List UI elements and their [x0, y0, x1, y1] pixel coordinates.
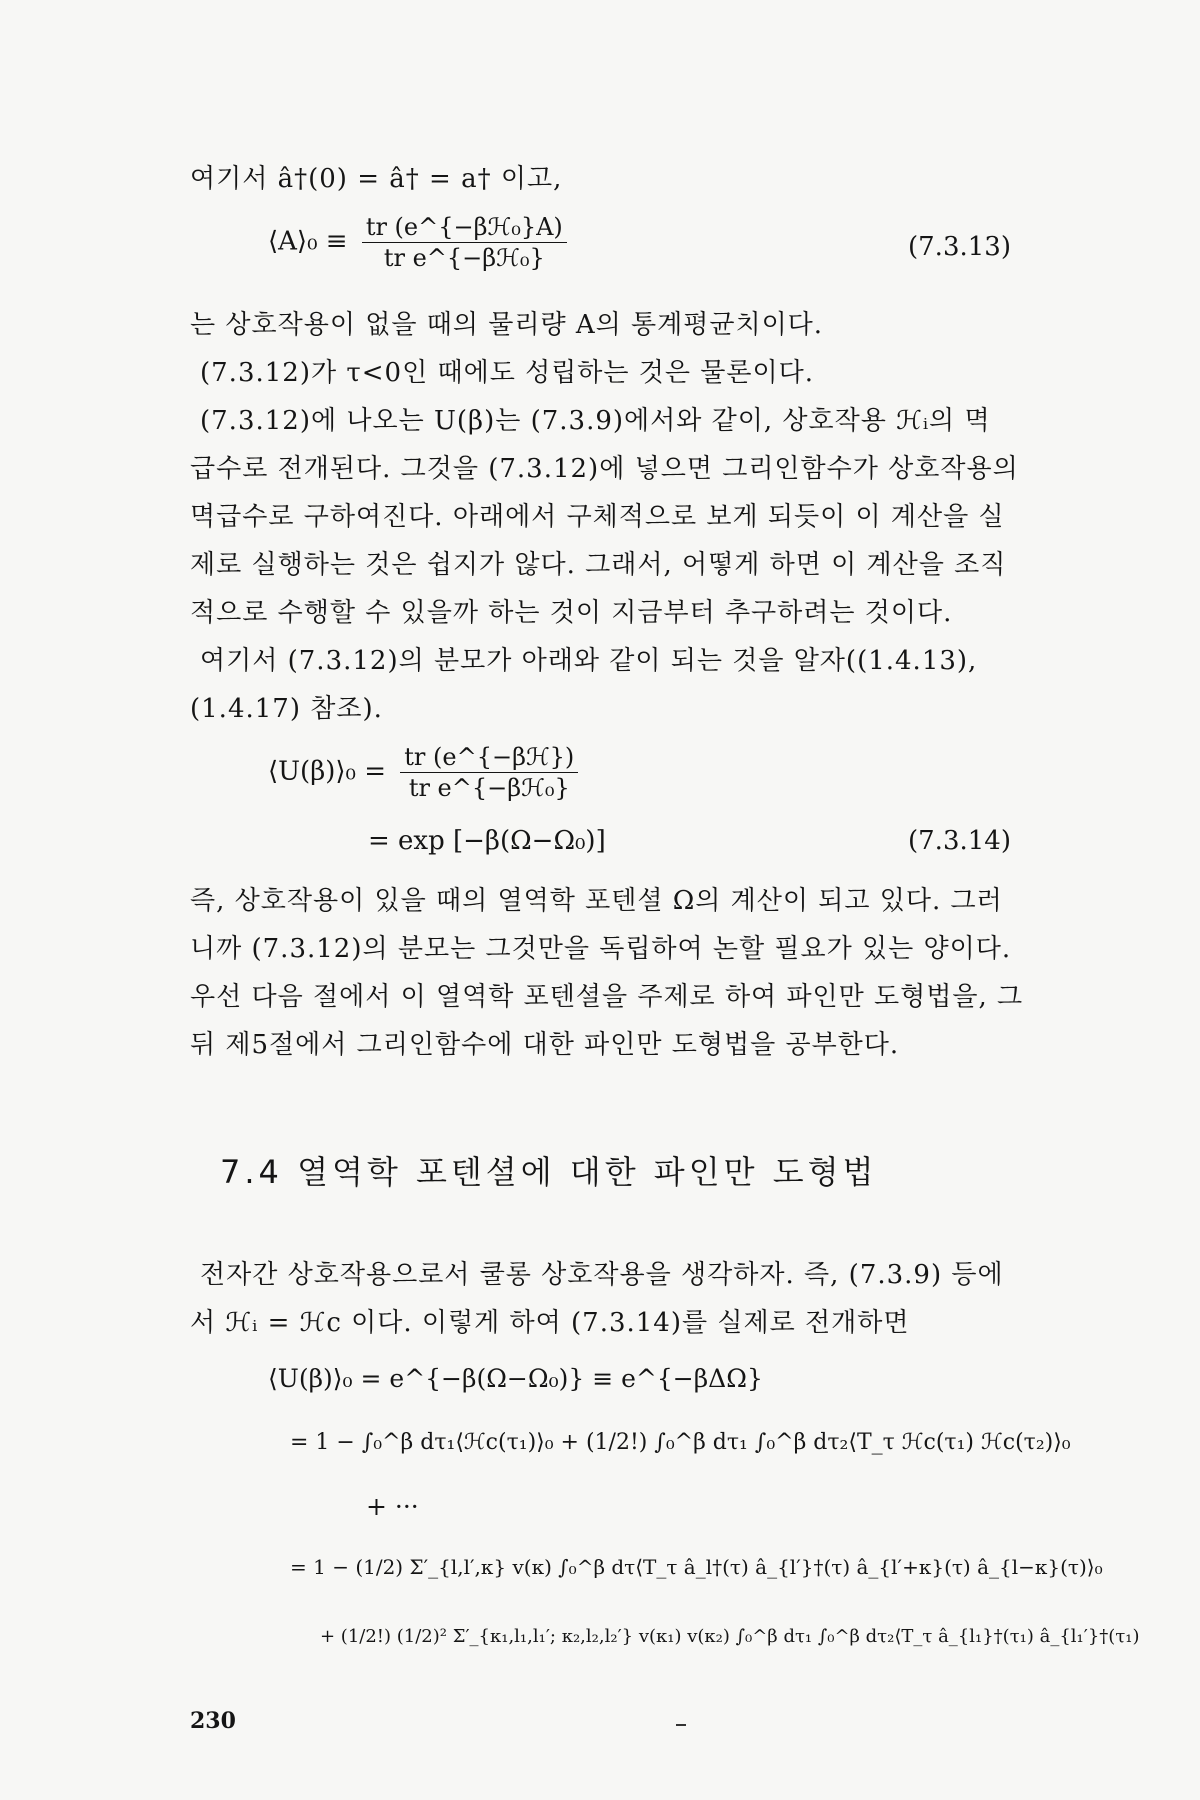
equation-number: (7.3.13)	[908, 232, 1011, 262]
text-line: 여기서 â†(0) = â† = a† 이고,	[190, 164, 563, 194]
footer-mark	[676, 1724, 686, 1726]
text-line: 는 상호작용이 없을 때의 물리량 A의 통계평균치이다.	[190, 310, 824, 340]
text-line: 우선 다음 절에서 이 열역학 포텐셜을 주제로 하여 파인만 도형법을, 그	[190, 982, 1024, 1012]
equation-fraction	[362, 212, 567, 273]
equation-line: = exp [−β(Ω−Ω₀)]	[368, 826, 606, 856]
fraction-denominator: tr e^{−βℋ₀}	[408, 774, 570, 802]
page-number: 230	[190, 1708, 236, 1734]
equation-line: ⟨U(β)⟩₀ = e^{−β(Ω−Ω₀)} ≡ e^{−βΔΩ}	[268, 1364, 763, 1393]
equation-lhs: ⟨A⟩₀ ≡	[268, 226, 348, 257]
text-line: 멱급수로 구하여진다. 아래에서 구체적으로 보게 되듯이 이 계산을 실	[190, 502, 1005, 532]
text-line: 뒤 제5절에서 그리인함수에 대한 파인만 도형법을 공부한다.	[190, 1030, 900, 1060]
equation-line: = 1 − ∫₀^β dτ₁⟨ℋc(τ₁)⟩₀ + (1/2!) ∫₀^β dτ₁ ∫₀^β dτ₂⟨T_τ ℋc(τ₁) ℋc(τ₂)⟩₀	[290, 1430, 1071, 1455]
equation-fraction	[400, 742, 578, 803]
equation-lhs: ⟨U(β)⟩₀ =	[268, 756, 386, 787]
fraction-numerator: tr (e^{−βℋ})	[400, 742, 578, 773]
text-line: 여기서 (7.3.12)의 분모가 아래와 같이 되는 것을 알자((1.4.13),	[200, 646, 978, 676]
fraction-numerator: tr (e^{−βℋ₀}A)	[362, 212, 567, 243]
text-line: 전자간 상호작용으로서 쿨롱 상호작용을 생각하자. 즉, (7.3.9) 등에	[200, 1260, 1004, 1290]
text-line: 급수로 전개된다. 그것을 (7.3.12)에 넣으면 그리인함수가 상호작용의	[190, 454, 1019, 484]
equation-number: (7.3.14)	[908, 826, 1011, 856]
text-line: (1.4.17) 참조).	[190, 694, 383, 724]
equation-7-3-13	[268, 212, 573, 273]
text-line: (7.3.12)에 나오는 U(β)는 (7.3.9)에서와 같이, 상호작용 ℋᵢ의 멱	[200, 406, 991, 436]
fraction-denominator: tr e^{−βℋ₀}	[383, 244, 545, 272]
text-line: 니까 (7.3.12)의 분모는 그것만을 독립하여 논할 필요가 있는 양이다.	[190, 934, 1012, 964]
equation-line: = 1 − (1/2) Σ′_{l,l′,κ} v(κ) ∫₀^β dτ⟨T_τ â_l†(τ) â_{l′}†(τ) â_{l′+κ}(τ) â_{l−κ}(τ)⟩₀	[290, 1555, 1103, 1579]
equation-line: + (1/2!) (1/2)² Σ′_{κ₁,l₁,l₁′; κ₂,l₂,l₂′} v(κ₁) v(κ₂) ∫₀^β dτ₁ ∫₀^β dτ₂⟨T_τ â_{l₁}†(τ₁) â_{l₁′}†(τ₁)	[320, 1626, 1140, 1647]
equation-line: + ···	[366, 1492, 419, 1521]
text-line: 제로 실행하는 것은 쉽지가 않다. 그래서, 어떻게 하면 이 계산을 조직	[190, 550, 1007, 580]
text-line: 즉, 상호작용이 있을 때의 열역학 포텐셜 Ω의 계산이 되고 있다. 그러	[190, 886, 1003, 916]
section-heading: 7.4 열역학 포텐셜에 대한 파인만 도형법	[220, 1153, 878, 1191]
equation-7-3-14	[268, 742, 584, 803]
text-line: (7.3.12)가 τ<0인 때에도 성립하는 것은 물론이다.	[200, 358, 815, 388]
text-line: 적으로 수행할 수 있을까 하는 것이 지금부터 추구하려는 것이다.	[190, 598, 953, 628]
text-line: 서 ℋᵢ = ℋc 이다. 이렇게 하여 (7.3.14)를 실제로 전개하면	[190, 1308, 910, 1338]
